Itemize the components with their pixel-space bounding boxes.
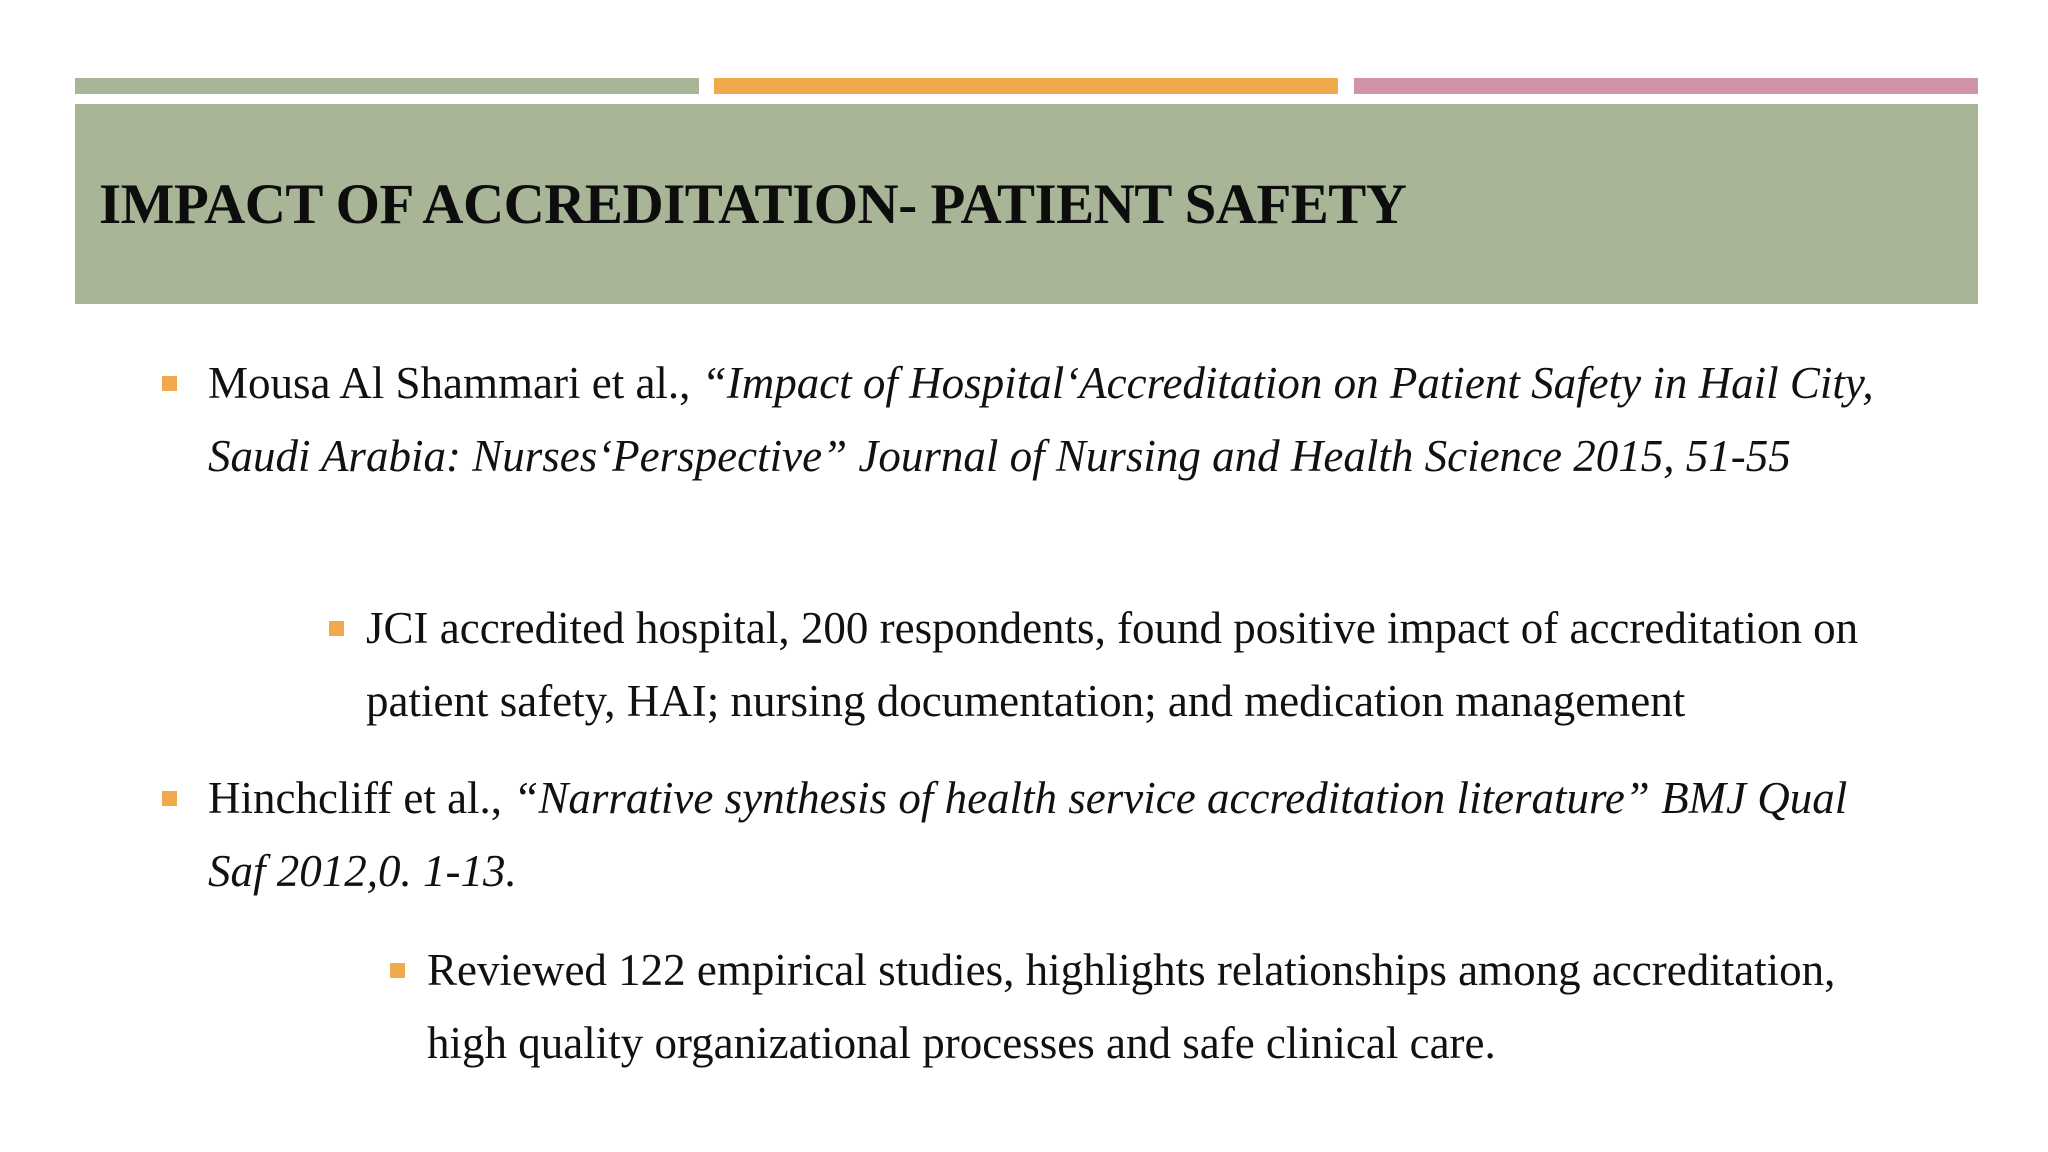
sub-bullet-text: JCI accredited hospital, 200 respondents, found positive impact of accreditation on patient safety, HAI; nursing documentation; and medication management bbox=[366, 603, 1859, 726]
sub-bullet-item-1 bbox=[366, 592, 1886, 738]
bullet-citation: “Impact of Hospital‘Accreditation on Patient Safety in Hail City, Saudi Arabia: Nurses‘Perspective” Journal of Nursing and Health Science 2015, 51-55 bbox=[208, 358, 1874, 481]
square-bullet-icon bbox=[390, 963, 405, 978]
bullet-citation: “Narrative synthesis of health service accreditation literature” BMJ Qual Saf 2012,0. 1-13. bbox=[208, 773, 1848, 896]
square-bullet-icon bbox=[162, 376, 177, 391]
accent-bar-pink bbox=[1354, 78, 1978, 94]
bullet-text bbox=[208, 762, 1888, 908]
slide-title: IMPACT OF ACCREDITATION- PATIENT SAFETY bbox=[99, 172, 1407, 236]
title-band bbox=[75, 104, 1978, 304]
bullet-authors: Hinchcliff et al., bbox=[208, 773, 514, 823]
sub-bullet-item-2 bbox=[427, 934, 1847, 1080]
accent-bar-green bbox=[75, 78, 699, 94]
bullet-text bbox=[208, 347, 1888, 493]
square-bullet-icon bbox=[162, 791, 177, 806]
accent-bar-orange bbox=[714, 78, 1338, 94]
bullet-item-2 bbox=[208, 762, 1888, 908]
sub-bullet-text: Reviewed 122 empirical studies, highlights relationships among accreditation, high quality organizational processes and safe clinical care. bbox=[427, 945, 1836, 1068]
bullet-authors: Mousa Al Shammari et al., bbox=[208, 358, 702, 408]
square-bullet-icon bbox=[329, 621, 344, 636]
bullet-item-1 bbox=[208, 347, 1888, 493]
